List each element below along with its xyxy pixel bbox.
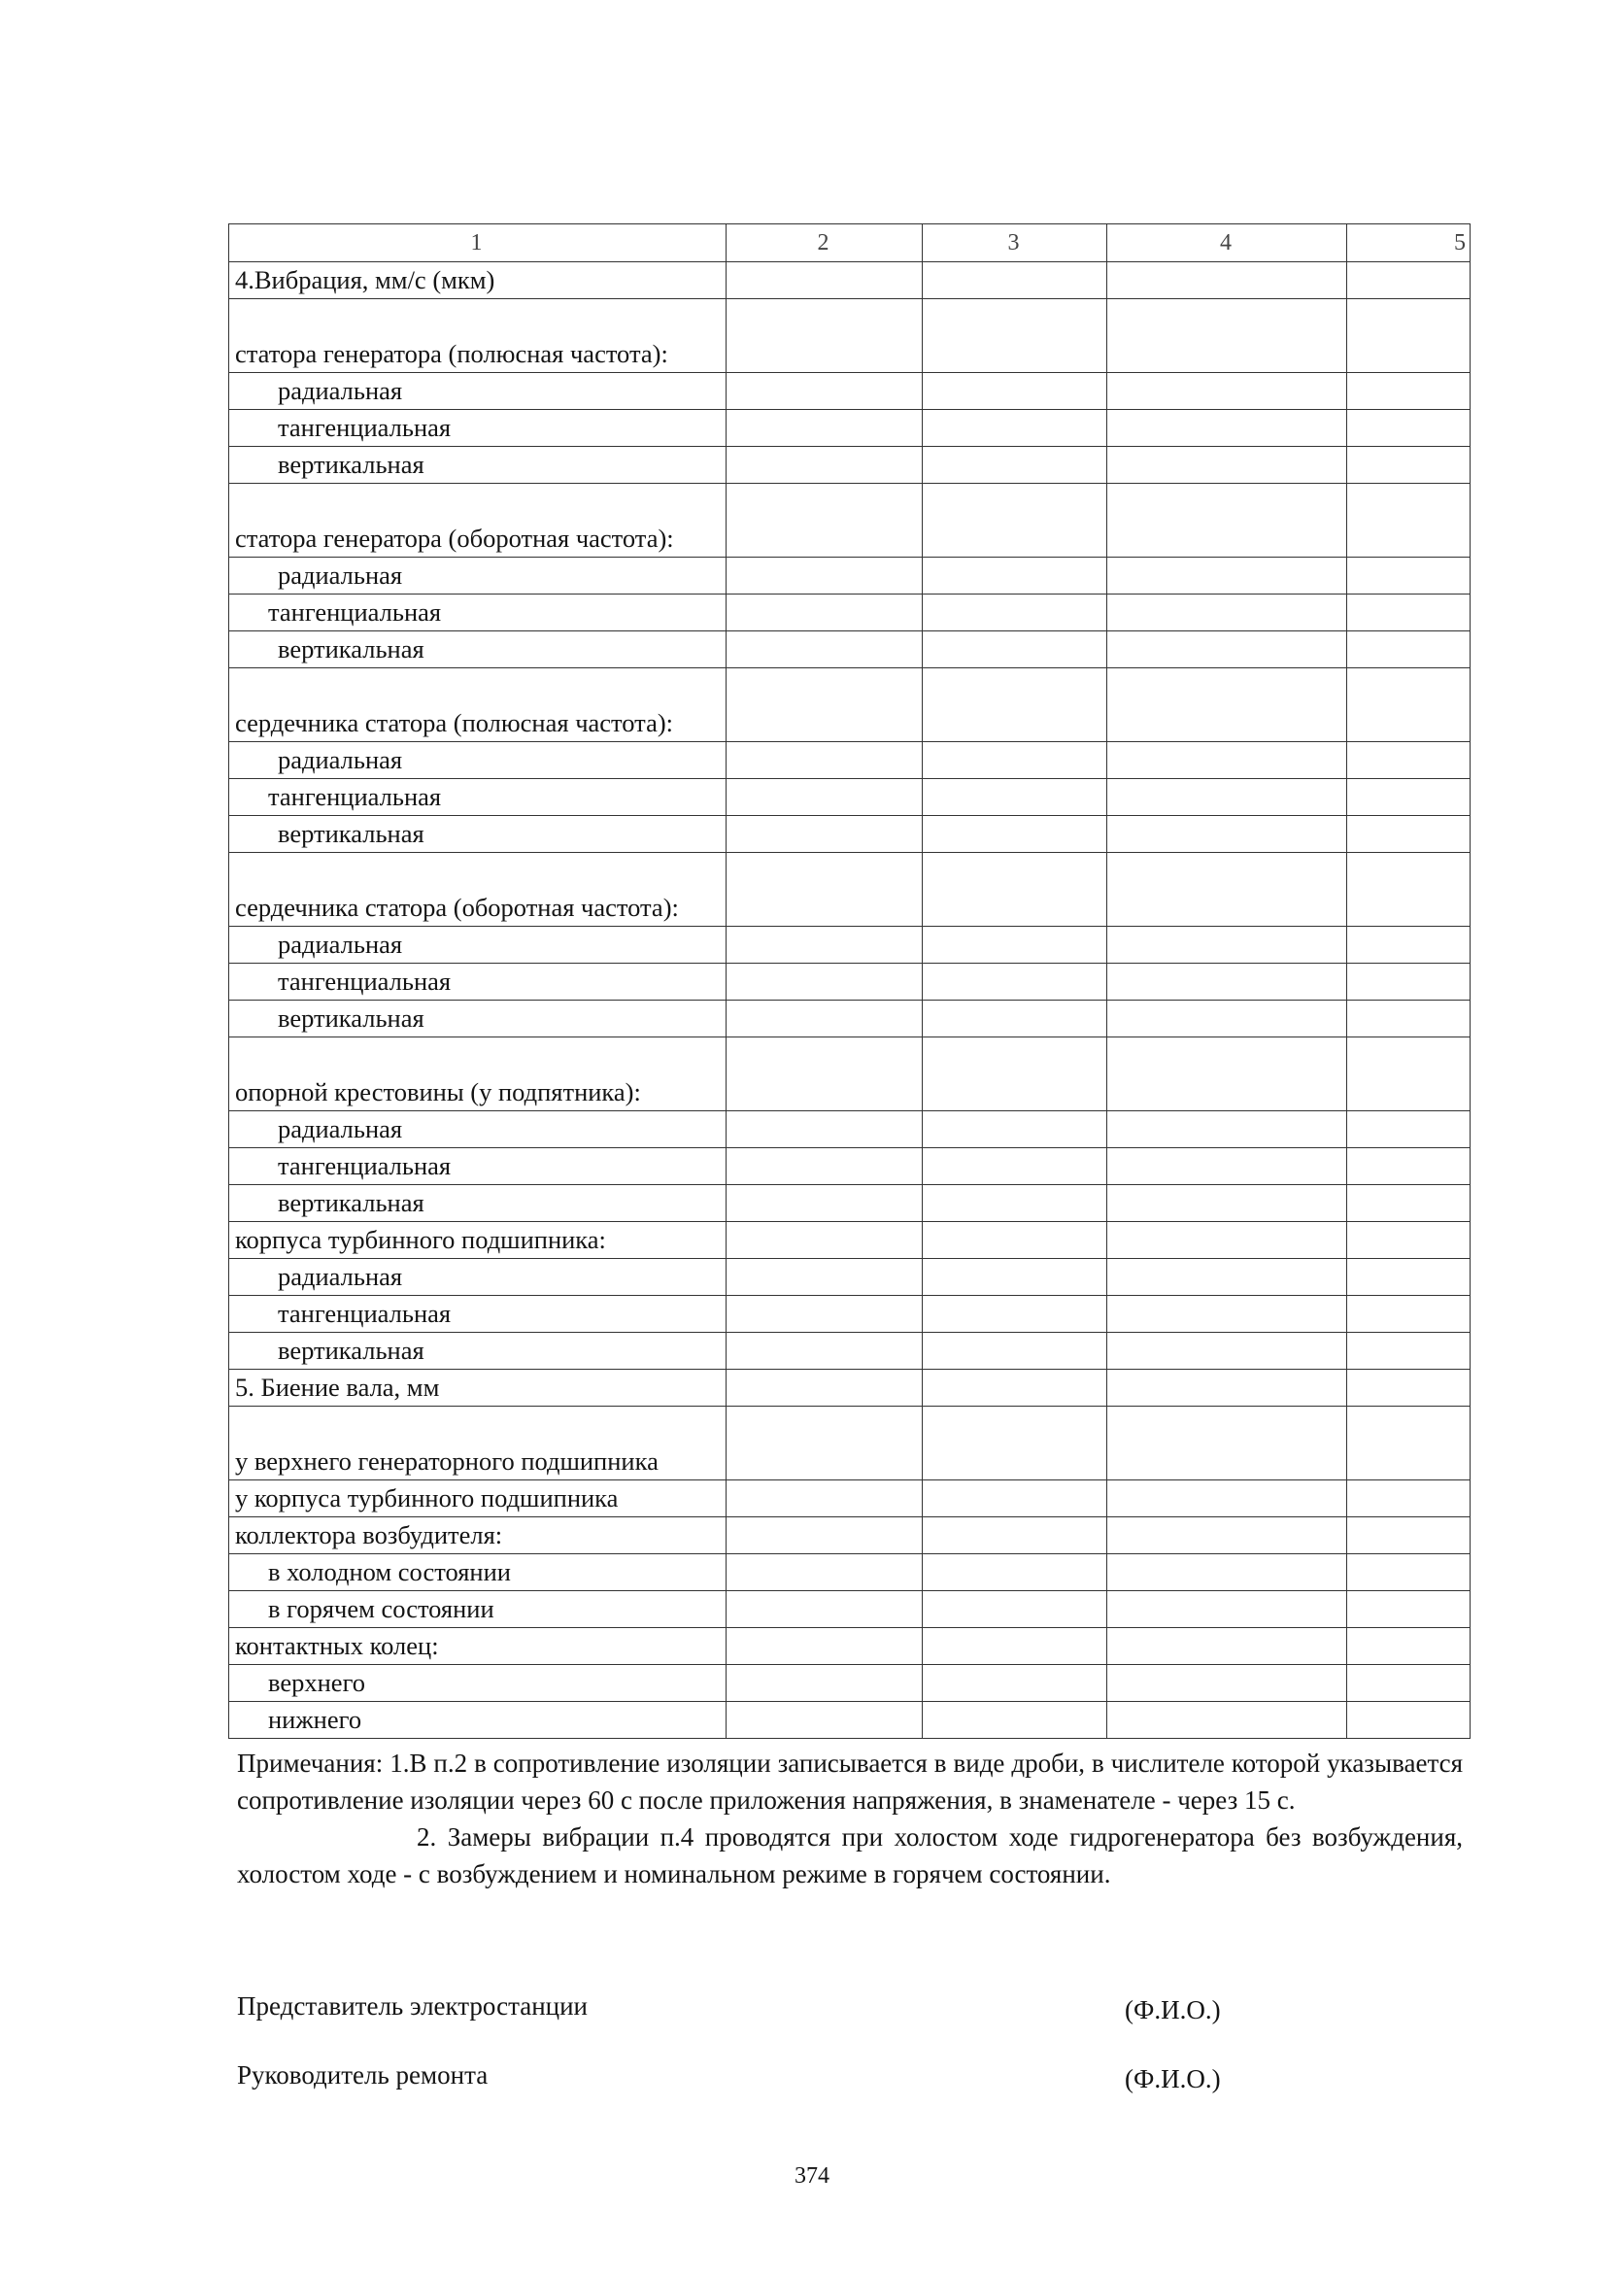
empty-value-cell [923,484,1107,558]
table-row [229,1591,1471,1628]
empty-value-cell [1347,1628,1471,1665]
empty-value-cell [727,1259,923,1296]
empty-value-cell [923,1259,1107,1296]
row-label: контактных колец: [235,1631,439,1660]
row-label-cell [229,1037,727,1111]
empty-value-cell [727,1222,923,1259]
empty-value-cell [727,484,923,558]
empty-value-cell [1347,1480,1471,1517]
table-row [229,668,1471,742]
empty-value-cell [1347,853,1471,927]
row-label-cell [229,1222,727,1259]
empty-value-cell [1347,1259,1471,1296]
empty-value-cell [1107,1296,1347,1333]
notes-section [237,1745,1463,1892]
table-row [229,1037,1471,1111]
empty-value-cell [727,299,923,373]
row-label: тангенциальная [278,1299,452,1328]
empty-value-cell [727,1554,923,1591]
empty-value-cell [923,1001,1107,1037]
empty-value-cell [1347,558,1471,595]
empty-value-cell [1347,1148,1471,1185]
empty-value-cell [1347,1001,1471,1037]
empty-value-cell [923,1296,1107,1333]
empty-value-cell [923,853,1107,927]
empty-value-cell [727,1148,923,1185]
table-row [229,1296,1471,1333]
row-label-cell [229,1702,727,1739]
empty-value-cell [923,1591,1107,1628]
row-label-cell [229,262,727,299]
empty-value-cell [1107,484,1347,558]
row-label: корпуса турбинного подшипника: [235,1225,606,1254]
row-label-cell [229,484,727,558]
row-label-cell [229,631,727,668]
empty-value-cell [1107,816,1347,853]
empty-value-cell [1347,1517,1471,1554]
empty-value-cell [923,299,1107,373]
note-2: 2. Замеры вибрации п.4 проводятся при холостом ходе гидрогенератора без возбуждения, холостом ходе - с возбуждением и номинальном режиме в горячем состоянии. [237,1822,1463,1888]
signature-label-plant-rep: Представитель электростанции [237,1991,588,2021]
empty-value-cell [923,1480,1107,1517]
table-row [229,1480,1471,1517]
table-row [229,1148,1471,1185]
empty-value-cell [1347,631,1471,668]
empty-value-cell [1107,1517,1347,1554]
empty-value-cell [923,262,1107,299]
empty-value-cell [923,816,1107,853]
empty-value-cell [1347,816,1471,853]
row-label: тангенциальная [268,782,442,811]
table-row [229,964,1471,1001]
empty-value-cell [923,927,1107,964]
row-label: у корпуса турбинного подшипника [235,1483,619,1512]
table-row [229,1222,1471,1259]
empty-value-cell [1107,1222,1347,1259]
row-label: тангенциальная [268,597,442,627]
row-label: вертикальная [278,1336,424,1365]
empty-value-cell [923,558,1107,595]
empty-value-cell [1107,631,1347,668]
empty-value-cell [727,853,923,927]
table-row [229,1001,1471,1037]
row-label: статора генератора (полюсная частота): [235,338,668,368]
empty-value-cell [923,1407,1107,1480]
table-row [229,1665,1471,1702]
row-label-cell [229,1185,727,1222]
empty-value-cell [923,1628,1107,1665]
row-label: радиальная [278,376,403,405]
row-label: радиальная [278,1262,403,1291]
empty-value-cell [1107,1333,1347,1370]
empty-value-cell [1347,742,1471,779]
empty-value-cell [923,742,1107,779]
table-header-row [229,224,1471,262]
empty-value-cell [1107,853,1347,927]
row-label: 5. Биение вала, мм [235,1373,440,1402]
row-label-cell [229,668,727,742]
row-label: 4.Вибрация, мм/с (мкм) [235,265,495,294]
row-label-cell [229,927,727,964]
empty-value-cell [923,1185,1107,1222]
empty-value-cell [727,964,923,1001]
empty-value-cell [923,1222,1107,1259]
empty-value-cell [727,262,923,299]
empty-value-cell [1347,1591,1471,1628]
row-label-cell [229,1148,727,1185]
row-label-cell [229,410,727,447]
row-label-cell [229,1665,727,1702]
empty-value-cell [727,631,923,668]
row-label-cell [229,1296,727,1333]
row-label: вертикальная [278,450,424,479]
empty-value-cell [1107,927,1347,964]
empty-value-cell [1347,1037,1471,1111]
empty-value-cell [1347,1554,1471,1591]
empty-value-cell [1347,299,1471,373]
row-label-cell [229,742,727,779]
empty-value-cell [1107,447,1347,484]
empty-value-cell [727,1111,923,1148]
empty-value-cell [727,816,923,853]
table-row [229,1259,1471,1296]
row-label: сердечника статора (полюсная частота): [235,707,674,737]
empty-value-cell [1347,1222,1471,1259]
table-row [229,1554,1471,1591]
row-label: вертикальная [278,1188,424,1217]
empty-value-cell [727,1517,923,1554]
empty-value-cell [1347,779,1471,816]
row-label-cell [229,558,727,595]
empty-value-cell [1347,1702,1471,1739]
empty-value-cell [1347,373,1471,410]
table-body [229,262,1471,1739]
empty-value-cell [1347,668,1471,742]
empty-value-cell [923,1037,1107,1111]
table-row [229,447,1471,484]
row-label-cell [229,1333,727,1370]
row-label: статора генератора (оборотная частота): [235,523,674,553]
row-label: в горячем состоянии [268,1594,494,1623]
empty-value-cell [1107,1702,1347,1739]
empty-value-cell [727,1370,923,1407]
table-row [229,631,1471,668]
empty-value-cell [727,410,923,447]
row-label-cell [229,1480,727,1517]
column-header: 5 [1347,224,1471,262]
signature-fio-plant-rep: (Ф.И.О.) [1125,1995,1221,2024]
table-row [229,484,1471,558]
empty-value-cell [1107,1148,1347,1185]
empty-value-cell [727,1407,923,1480]
empty-value-cell [1347,410,1471,447]
empty-value-cell [1107,1001,1347,1037]
empty-value-cell [1107,1259,1347,1296]
row-label-cell [229,964,727,1001]
empty-value-cell [1107,1554,1347,1591]
empty-value-cell [727,595,923,631]
row-label: тангенциальная [278,967,452,996]
empty-value-cell [1107,1185,1347,1222]
table-row [229,1407,1471,1480]
empty-value-cell [923,1702,1107,1739]
empty-value-cell [923,373,1107,410]
table-row [229,1185,1471,1222]
row-label-cell [229,1554,727,1591]
empty-value-cell [1347,1370,1471,1407]
empty-value-cell [1347,1185,1471,1222]
row-label-cell [229,1001,727,1037]
row-label-cell [229,1111,727,1148]
empty-value-cell [923,410,1107,447]
row-label: радиальная [278,561,403,590]
empty-value-cell [923,1370,1107,1407]
measurement-table [228,223,1471,1739]
empty-value-cell [923,1148,1107,1185]
row-label-cell [229,779,727,816]
table-row [229,1111,1471,1148]
empty-value-cell [1347,927,1471,964]
empty-value-cell [923,447,1107,484]
empty-value-cell [727,1037,923,1111]
empty-value-cell [1107,595,1347,631]
table-row [229,558,1471,595]
empty-value-cell [1107,373,1347,410]
empty-value-cell [727,373,923,410]
empty-value-cell [1347,1333,1471,1370]
row-label-cell [229,373,727,410]
row-label: радиальная [278,745,403,774]
empty-value-cell [727,1480,923,1517]
empty-value-cell [727,1333,923,1370]
empty-value-cell [727,1628,923,1665]
row-label: вертикальная [278,634,424,663]
empty-value-cell [727,447,923,484]
empty-value-cell [727,1185,923,1222]
table-row [229,1333,1471,1370]
table-row [229,1517,1471,1554]
row-label: вертикальная [278,819,424,848]
row-label: коллектора возбудителя: [235,1520,503,1549]
empty-value-cell [1347,1665,1471,1702]
empty-value-cell [923,595,1107,631]
row-label: радиальная [278,1114,403,1143]
row-label-cell [229,299,727,373]
column-header: 1 [229,224,727,262]
empty-value-cell [923,964,1107,1001]
page-number: 374 [795,2163,829,2189]
row-label: радиальная [278,930,403,959]
row-label: верхнего [268,1668,366,1697]
table-row [229,1628,1471,1665]
empty-value-cell [1107,1037,1347,1111]
row-label-cell [229,816,727,853]
empty-value-cell [1107,410,1347,447]
empty-value-cell [1107,299,1347,373]
empty-value-cell [1347,964,1471,1001]
empty-value-cell [1107,668,1347,742]
empty-value-cell [727,742,923,779]
row-label: опорной крестовины (у подпятника): [235,1076,641,1106]
empty-value-cell [923,1111,1107,1148]
row-label-cell [229,595,727,631]
table-row [229,927,1471,964]
empty-value-cell [727,558,923,595]
row-label: у верхнего генераторного подшипника [235,1445,659,1476]
empty-value-cell [1347,484,1471,558]
row-label-cell [229,1407,727,1480]
table-row [229,595,1471,631]
column-header: 3 [923,224,1107,262]
empty-value-cell [727,1591,923,1628]
table-row [229,1702,1471,1739]
empty-value-cell [923,1554,1107,1591]
note-1: Примечания: 1.В п.2 в сопротивление изоляции записывается в виде дроби, в числителе которой указывается сопротивление изоляции через 60 с после приложения напряжения, в знаменателе - через 15 с. [237,1749,1463,1815]
empty-value-cell [923,668,1107,742]
table-row [229,299,1471,373]
empty-value-cell [923,779,1107,816]
row-label-cell [229,1370,727,1407]
empty-value-cell [1107,1665,1347,1702]
row-label-cell [229,1517,727,1554]
empty-value-cell [1107,558,1347,595]
table-row [229,410,1471,447]
row-label: нижнего [268,1705,362,1734]
empty-value-cell [727,1702,923,1739]
row-label-cell [229,1628,727,1665]
empty-value-cell [727,927,923,964]
row-label-cell [229,447,727,484]
table-row [229,853,1471,927]
row-label-cell [229,853,727,927]
signature-fio-repair-head: (Ф.И.О.) [1125,2064,1221,2093]
row-label: тангенциальная [278,413,452,442]
empty-value-cell [1107,1111,1347,1148]
empty-value-cell [923,1665,1107,1702]
empty-value-cell [1347,262,1471,299]
empty-value-cell [1347,595,1471,631]
empty-value-cell [923,631,1107,668]
empty-value-cell [1107,1407,1347,1480]
empty-value-cell [1107,1628,1347,1665]
signature-label-repair-head: Руководитель ремонта [237,2060,489,2090]
table-row [229,779,1471,816]
empty-value-cell [1107,1591,1347,1628]
empty-value-cell [1347,1296,1471,1333]
empty-value-cell [727,1001,923,1037]
table-row [229,262,1471,299]
table-row [229,816,1471,853]
empty-value-cell [1107,1480,1347,1517]
row-label-cell [229,1259,727,1296]
row-label-cell [229,1591,727,1628]
empty-value-cell [1107,262,1347,299]
column-header: 2 [727,224,923,262]
table-row [229,373,1471,410]
row-label: в холодном состоянии [268,1557,511,1586]
empty-value-cell [727,1296,923,1333]
empty-value-cell [1107,779,1347,816]
empty-value-cell [1347,1111,1471,1148]
column-header: 4 [1107,224,1347,262]
empty-value-cell [1347,447,1471,484]
empty-value-cell [923,1333,1107,1370]
empty-value-cell [1107,1370,1347,1407]
table-row [229,1370,1471,1407]
empty-value-cell [727,779,923,816]
row-label: тангенциальная [278,1151,452,1180]
table-row [229,742,1471,779]
row-label: вертикальная [278,1003,424,1033]
empty-value-cell [727,668,923,742]
empty-value-cell [1107,964,1347,1001]
empty-value-cell [923,1517,1107,1554]
empty-value-cell [1347,1407,1471,1480]
row-label: сердечника статора (оборотная частота): [235,892,679,922]
empty-value-cell [727,1665,923,1702]
empty-value-cell [1107,742,1347,779]
